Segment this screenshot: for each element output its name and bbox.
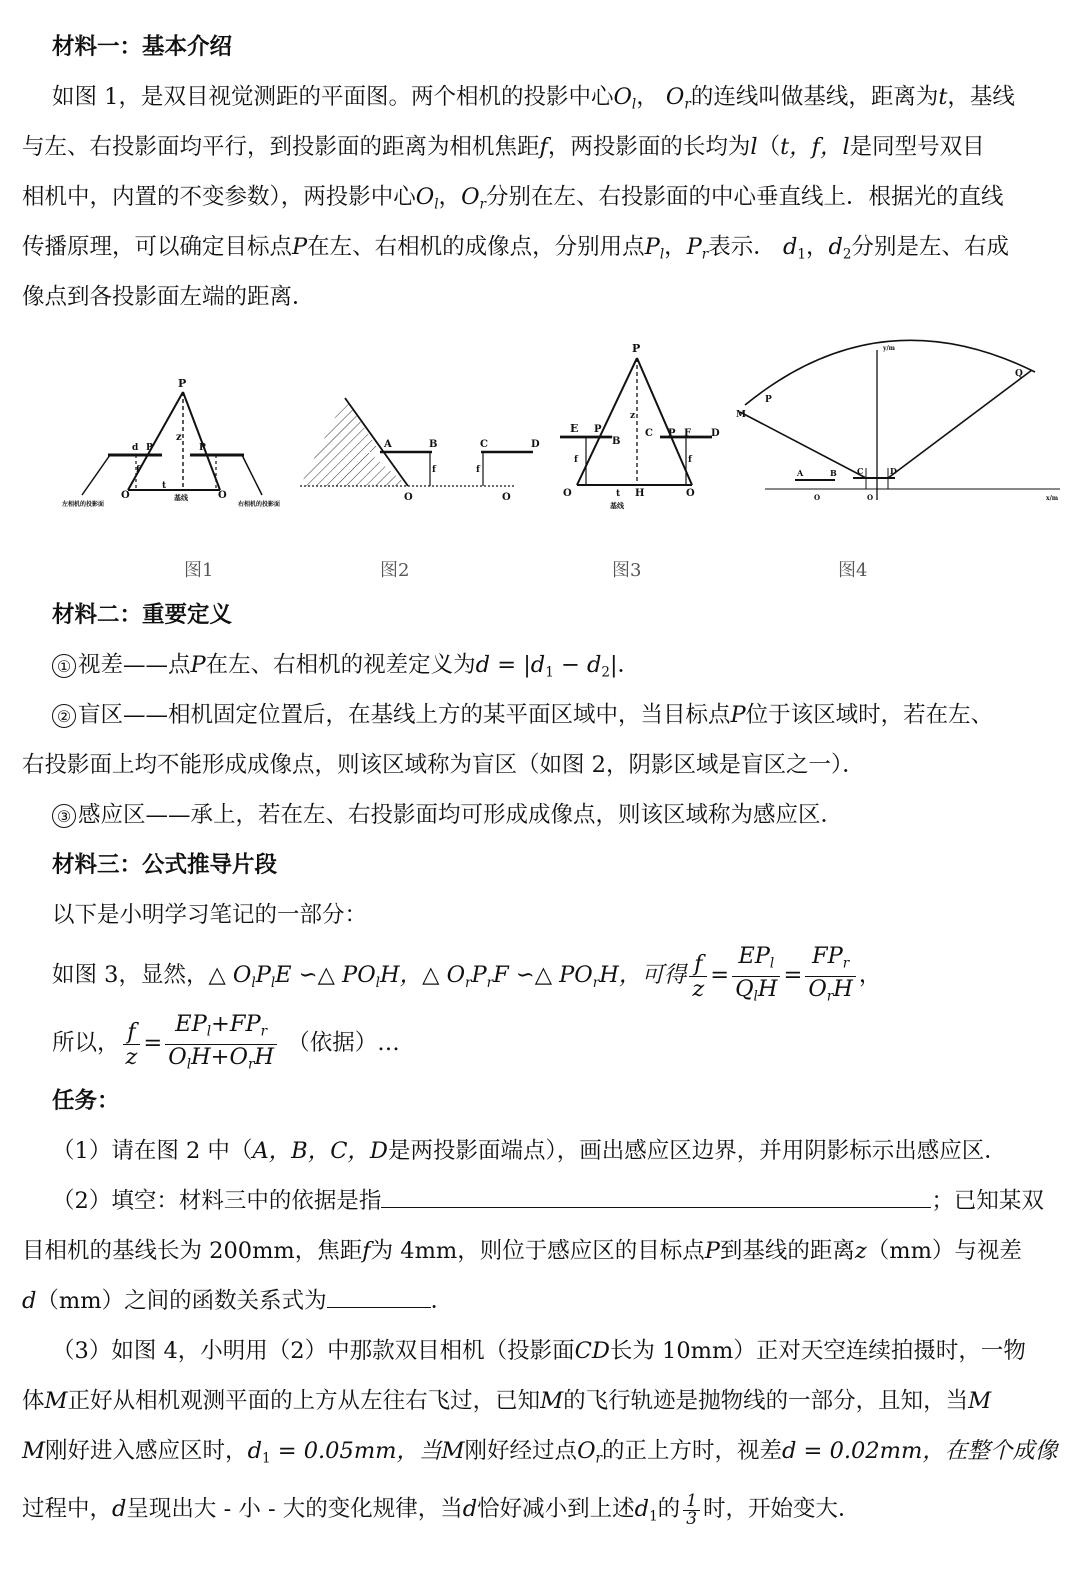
fig1-label-f: f	[136, 465, 140, 475]
figure-3	[560, 358, 712, 485]
fig3-label-B: B	[612, 436, 621, 447]
task-heading: 任务：	[52, 1088, 120, 1114]
fig4-label-D: D	[890, 466, 897, 476]
figure-3-caption: 图3	[612, 560, 642, 581]
fig3-label-z: z	[630, 411, 636, 421]
figure-4-caption: 图4	[838, 560, 868, 581]
fig2-label-Ol: O	[404, 492, 413, 503]
figure-1	[82, 392, 262, 495]
fig2-label-Or: O	[502, 492, 511, 503]
fig4-label-C: C	[857, 466, 864, 476]
task-3-line-3: M刚好进入感应区时，$d_1 = 0.05mm$，当M刚好经过点$O_r$的正上方时，视差d = 0.02mm，在整个成像	[22, 1438, 1058, 1467]
fig3-label-Pl: P	[594, 424, 602, 435]
fig3-label-Ol: O	[563, 488, 572, 499]
fig3-label-f1: f	[574, 455, 578, 465]
fig3-label-f2: f	[688, 455, 692, 465]
fig3-label-Pr: P	[668, 428, 676, 439]
fig3-label-C: C	[645, 428, 653, 439]
material-1-para-line-3: 相机中，内置的不变参数），两投影中心$O_l$，$O_r$分别在左、右投影面的中心垂直线上．根据光的直线	[22, 184, 1004, 213]
fraction-f-over-z: $\frac{f}{z}$	[689, 952, 707, 1001]
task-1: （1）请在图 2 中（A，B，C，D是两投影面端点），画出感应区边界，并用阴影标示出感应区．	[52, 1138, 1007, 1164]
material-1-heading: 材料一：基本介绍	[52, 34, 233, 60]
definition-sensing-zone: ③ 感应区——承上，若在左、右投影面均可形成成像点，则该区域称为感应区．	[52, 798, 1058, 832]
fig4-label-A: A	[797, 468, 804, 478]
material-1-para-line-2: 与左、右投影面均平行，到投影面的距离为相机焦距f，两投影面的长均为l（t，f，l是同型号双目	[22, 134, 985, 160]
fig1-label-z: z	[176, 432, 182, 443]
definition-blind-zone-line-1: ② 盲区——相机固定位置后，在基线上方的某平面区域中，当目标点P位于该区域时，若在左、	[52, 698, 1058, 732]
fraction-one-third: $\frac{1}{3}$	[683, 1493, 700, 1528]
task-2-line-2: 目相机的基线长为 200mm，焦距f为 4mm，则位于感应区的目标点P到基线的距离z（mm）与视差	[22, 1238, 1022, 1264]
similar-triangles-line: 如图 3，显然，△ $O_lP_lE$ ∽△ $PO_lH$，△ $O_rP_rF$ ∽△ $PO_rH$，可得 $\frac{f}{z}$ = $\frac{EP_l}{Q_lH}$ = $\frac{FP_r}{O_rH}$ ，	[52, 944, 1058, 1012]
fig2-label-f1: f	[432, 465, 436, 475]
fig2-label-C: C	[480, 439, 488, 450]
figure-1-caption: 图1	[184, 560, 214, 581]
fig3-label-Or: O	[686, 488, 695, 499]
fig1-label-Pr: P	[199, 443, 206, 453]
fig3-label-F: F	[684, 428, 692, 439]
fig1-note-left: 左相机的投影面	[62, 501, 105, 508]
fig1-label-baseline: 基线	[174, 493, 188, 502]
material-2-heading: 材料二：重要定义	[52, 602, 233, 628]
material-1-para-line-4: 传播原理，可以确定目标点P在左、右相机的成像点，分别用点$P_l$，$P_r$表示． $d_1$，$d_2$分别是左、右成	[22, 234, 1009, 263]
task-3-line-2: 体M正好从相机观测平面的上方从左往右飞过，已知M的飞行轨迹是抛物线的一部分，且知，当M	[22, 1388, 992, 1414]
task-2-line-3: d（mm）之间的函数关系式为 ．	[22, 1284, 1058, 1318]
fig3-label-H: H	[635, 488, 645, 499]
answer-blank-basis[interactable]	[381, 1185, 931, 1208]
fig1-label-Pl: P	[146, 443, 153, 453]
task-3-line-4: 过程中，d呈现出大 - 小 - 大的变化规律，当d恰好减小到上述$d_1$的 $\frac{1}{3}$ 时，开始变大．	[22, 1490, 861, 1529]
fig1-label-Or: O	[218, 490, 227, 501]
definition-blind-zone-line-2: 右投影面上均不能形成成像点，则该区域称为盲区（如图 2，阴影区域是盲区之一）．	[22, 752, 865, 778]
fig1-label-d1: d	[132, 443, 139, 453]
fig4-label-Or: O	[867, 493, 874, 502]
fig4-label-y: y/m	[883, 345, 896, 352]
fraction-sum: $\frac{EP_l+FP_r}{O_lH+O_rH}$	[165, 1012, 277, 1076]
definition-parallax: ① 视差——点P在左、右相机的视差定义为$d = |d_1 - d_2|$．	[52, 648, 1058, 690]
fig4-label-Q: Q	[1015, 369, 1023, 379]
figure-4	[740, 340, 1060, 500]
figures-strip	[0, 338, 1080, 538]
material-1-para-line-5: 像点到各投影面左端的距离．	[22, 284, 315, 310]
fig4-label-B: B	[830, 468, 837, 478]
fig1-label-Ol: O	[121, 490, 130, 501]
fig3-label-baseline: 基线	[610, 501, 624, 510]
fig1-label-t: t	[162, 481, 167, 491]
derivation-line: 所以， $\frac{f}{z}$ = $\frac{EP_l+FP_r}{O_lH+O_rH}$ （依据）…	[52, 1012, 1058, 1076]
fig1-label-P: P	[178, 377, 187, 390]
task-2-line-1: （2）填空：材料三中的依据是指 ；已知某双	[52, 1184, 1058, 1218]
fig3-label-P: P	[632, 342, 641, 355]
material-3-heading: 材料三：公式推导片段	[52, 852, 278, 878]
task-3-line-1: （3）如图 4，小明用（2）中那款双目相机（投影面CD长为 10mm）正对天空连续拍摄时，一物	[52, 1338, 1026, 1364]
fig2-label-A: A	[384, 439, 392, 450]
fig2-label-f2: f	[476, 465, 480, 475]
fig3-label-D: D	[711, 428, 720, 439]
fraction-f-over-z-2: $\frac{f}{z}$	[123, 1020, 141, 1069]
figure-2-caption: 图2	[380, 560, 410, 581]
fig3-label-t: t	[616, 489, 621, 499]
material-3-note: 以下是小明学习笔记的一部分：	[52, 902, 368, 928]
fig4-label-P: P	[765, 395, 772, 405]
fig4-label-x: x/m	[1046, 495, 1059, 502]
fig1-note-right: 右相机的投影面	[238, 501, 281, 508]
fig3-label-E: E	[570, 422, 579, 435]
fig2-label-B: B	[429, 439, 438, 450]
fraction-EPl-over-QlH: $\frac{EP_l}{Q_lH}$	[732, 944, 780, 1008]
fig4-label-M: M	[736, 410, 746, 420]
material-1-para-line-1: 如图 1，是双目视觉测距的平面图。两个相机的投影中心$O_l$， $O_r$的连线叫做基线，距离为t，基线	[52, 84, 1015, 113]
answer-blank-function[interactable]	[327, 1285, 431, 1308]
fig2-label-D: D	[531, 439, 540, 450]
fraction-FPr-over-OrH: $\frac{FP_r}{O_rH}$	[805, 944, 856, 1008]
fig4-label-Ol: O	[814, 493, 821, 502]
